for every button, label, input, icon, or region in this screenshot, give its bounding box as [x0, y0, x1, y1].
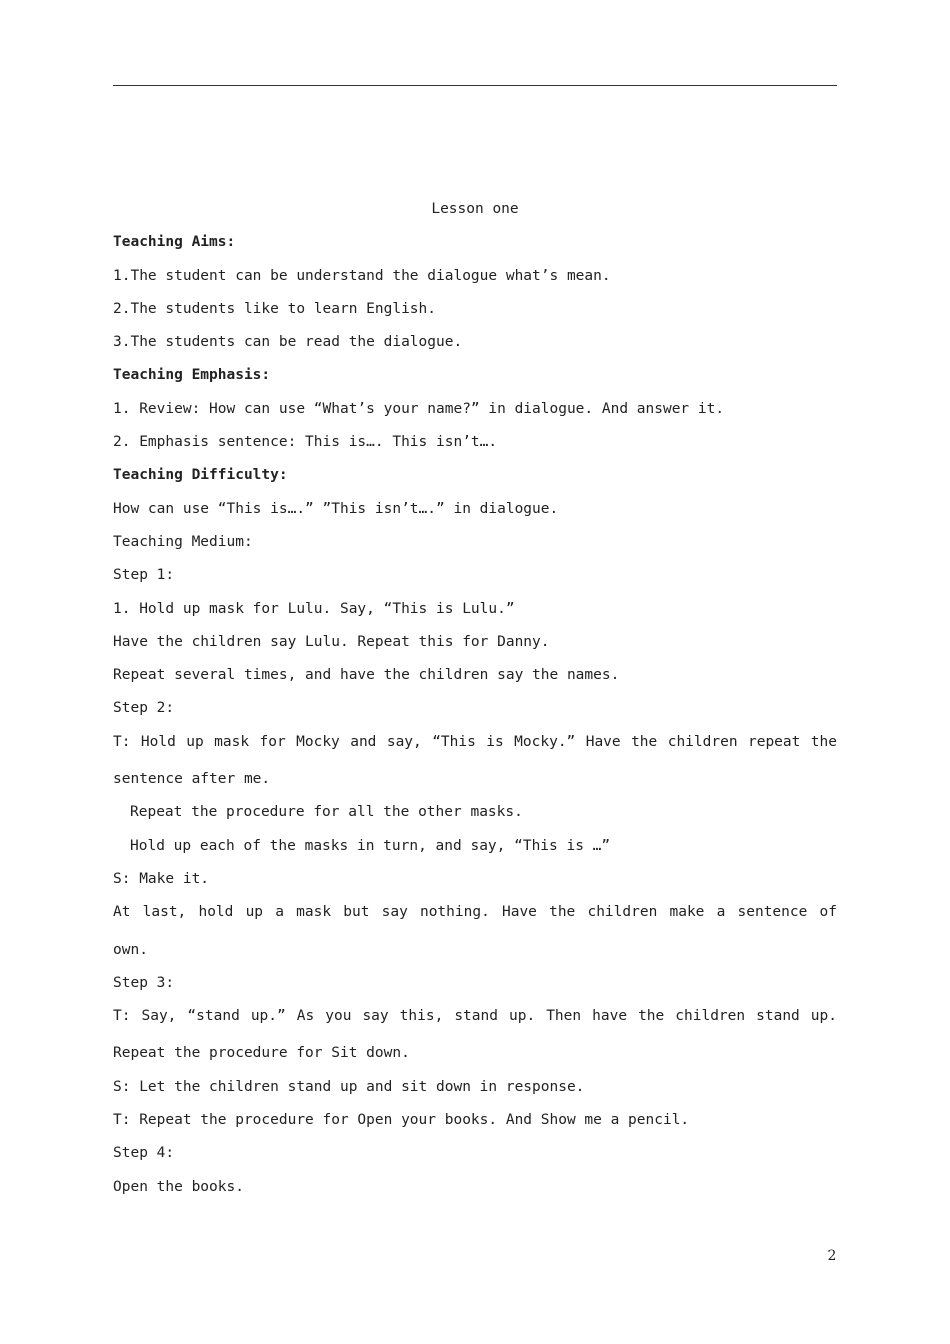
emphasis-item: 2. Emphasis sentence: This is…. This isn’t….	[113, 434, 498, 451]
step-3-line-cont: Repeat the procedure for Sit down.	[113, 1045, 410, 1062]
difficulty-heading: Teaching Difficulty:	[113, 467, 288, 484]
step-3-line: S: Let the children stand up and sit down in response.	[113, 1078, 585, 1095]
emphasis-item: 1. Review: How can use “What’s your name?” in dialogue. And answer it.	[113, 400, 725, 417]
difficulty-text: How can use “This is….” ”This isn’t….” in dialogue.	[113, 500, 559, 517]
step-1-line: Have the children say Lulu. Repeat this for Danny.	[113, 633, 550, 650]
step-3-label: Step 3:	[113, 974, 175, 991]
step-3-line: T: Repeat the procedure for Open your books. And Show me a pencil.	[113, 1112, 690, 1129]
step-1-line: Repeat several times, and have the children say the names.	[113, 667, 620, 684]
page-number: 2	[827, 1248, 837, 1264]
step-3-line: T: Say, “stand up.” As you say this, stand up. Then have the children stand up.	[113, 1008, 837, 1025]
emphasis-heading: Teaching Emphasis:	[113, 367, 271, 384]
aims-heading: Teaching Aims:	[113, 234, 236, 251]
aim-item: 2.The students like to learn English.	[113, 300, 437, 317]
step-2-line-cont: sentence after me.	[113, 771, 271, 788]
aim-item: 1.The student can be understand the dialogue what’s mean.	[113, 267, 611, 284]
step-4-label: Step 4:	[113, 1145, 175, 1162]
step-2-line: T: Hold up mask for Mocky and say, “This is Mocky.” Have the children repeat the	[113, 733, 837, 750]
step-2-line: At last, hold up a mask but say nothing. Have the children make a sentence of	[113, 904, 837, 921]
step-2-line: Hold up each of the masks in turn, and say, “This is …”	[130, 837, 611, 854]
step-4-line: Open the books.	[113, 1178, 244, 1195]
step-2-line-cont: own.	[113, 941, 148, 958]
step-2-line: S: Make it.	[113, 870, 210, 887]
step-2-line: Repeat the procedure for all the other masks.	[130, 804, 523, 821]
step-1-label: Step 1:	[113, 567, 175, 584]
medium-heading: Teaching Medium:	[113, 533, 253, 550]
aim-item: 3.The students can be read the dialogue.	[113, 334, 463, 351]
header-rule	[113, 85, 837, 86]
lesson-title: Lesson one	[431, 201, 519, 217]
step-1-line: 1. Hold up mask for Lulu. Say, “This is Lulu.”	[113, 600, 515, 617]
document-body	[113, 193, 837, 1204]
step-2-label: Step 2:	[113, 700, 175, 717]
